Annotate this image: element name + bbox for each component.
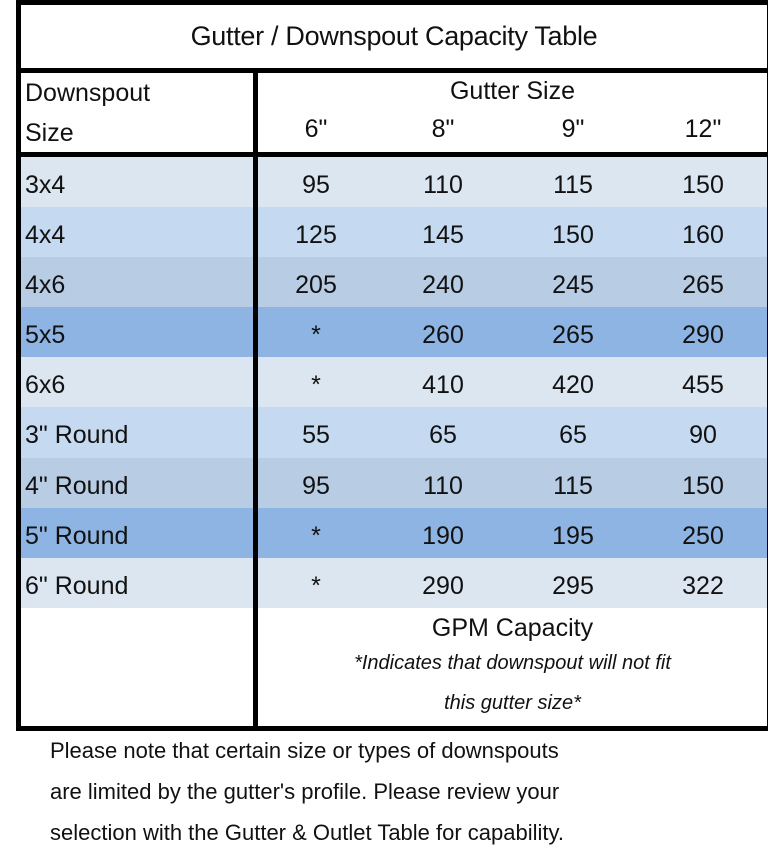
cell: 110: [423, 471, 463, 500]
row-label: 4x6: [25, 271, 66, 300]
cell: 260: [422, 321, 464, 350]
cell: *: [311, 371, 321, 400]
table-row: [21, 458, 767, 508]
cell: 65: [429, 421, 457, 450]
table-row: [21, 307, 767, 357]
units-label: GPM Capacity: [431, 614, 594, 642]
note-line2: are limited by the gutter's profile. Please review your: [50, 779, 560, 804]
cell: *: [311, 321, 321, 350]
cell: 95: [302, 171, 330, 199]
row-header: [25, 73, 251, 152]
row-header-line2: Size: [25, 119, 74, 147]
col-head-12: 12": [684, 115, 722, 143]
table-body: [21, 157, 767, 608]
cell: 110: [423, 171, 463, 199]
table-row: [21, 407, 767, 457]
row-label: 4x4: [25, 221, 66, 250]
asterisk-note-line2: this gutter size*: [444, 692, 581, 714]
table-footer: [258, 608, 767, 726]
cell: 322: [682, 571, 724, 600]
cell: 190: [422, 521, 464, 550]
cell: 455: [682, 371, 724, 400]
table-row: [21, 257, 767, 307]
cell: 125: [295, 221, 337, 250]
cell: 410: [422, 371, 464, 400]
row-label: 5x5: [25, 321, 66, 350]
cell: 290: [422, 571, 464, 600]
row-label: 4" Round: [25, 471, 129, 500]
cell: 115: [553, 171, 593, 199]
col-head-6: 6": [304, 115, 328, 143]
col-head-8: 8": [431, 115, 455, 143]
row-header-line1: Downspout: [25, 79, 151, 107]
asterisk-note-line1: *Indicates that downspout will not fit: [354, 652, 671, 674]
table-row: [21, 207, 767, 257]
cell: 150: [682, 471, 724, 500]
cell: 205: [295, 271, 337, 300]
cell: *: [311, 521, 321, 550]
cell: 65: [559, 421, 587, 450]
cell: 250: [682, 521, 724, 550]
cell: 115: [553, 471, 593, 500]
cell: 265: [682, 271, 724, 300]
cell: 150: [552, 221, 594, 250]
cell: 150: [682, 171, 724, 199]
note-line1: Please note that certain size or types of downspouts: [50, 738, 559, 763]
cell: 290: [682, 321, 724, 350]
cell: 240: [422, 271, 464, 300]
cell: 90: [689, 421, 717, 450]
cell: 95: [302, 471, 330, 500]
cell: *: [311, 571, 321, 600]
cell: 145: [422, 221, 464, 250]
cell: 420: [552, 371, 594, 400]
cell: 295: [552, 571, 594, 600]
cell: 265: [552, 321, 594, 350]
table-row: [21, 157, 767, 207]
row-label: 3x4: [25, 171, 66, 199]
table-row: [21, 558, 767, 608]
cell: 245: [552, 271, 594, 300]
capacity-table: [16, 0, 768, 731]
cell: 160: [682, 221, 724, 250]
gutter-size-label: Gutter Size: [449, 77, 576, 105]
row-label: 3" Round: [25, 421, 129, 450]
table-title: Gutter / Downspout Capacity Table: [21, 5, 767, 73]
row-label: 5" Round: [25, 521, 129, 550]
cell: 195: [552, 521, 594, 550]
col-head-9: 9": [561, 115, 585, 143]
column-header: [258, 73, 767, 152]
table-row: [21, 508, 767, 558]
cell: 55: [302, 421, 330, 450]
row-label: 6x6: [25, 371, 66, 400]
table-row: [21, 357, 767, 407]
bottom-note: [50, 730, 750, 853]
note-line3: selection with the Gutter & Outlet Table for capability.: [50, 820, 565, 845]
row-label: 6" Round: [25, 571, 129, 600]
